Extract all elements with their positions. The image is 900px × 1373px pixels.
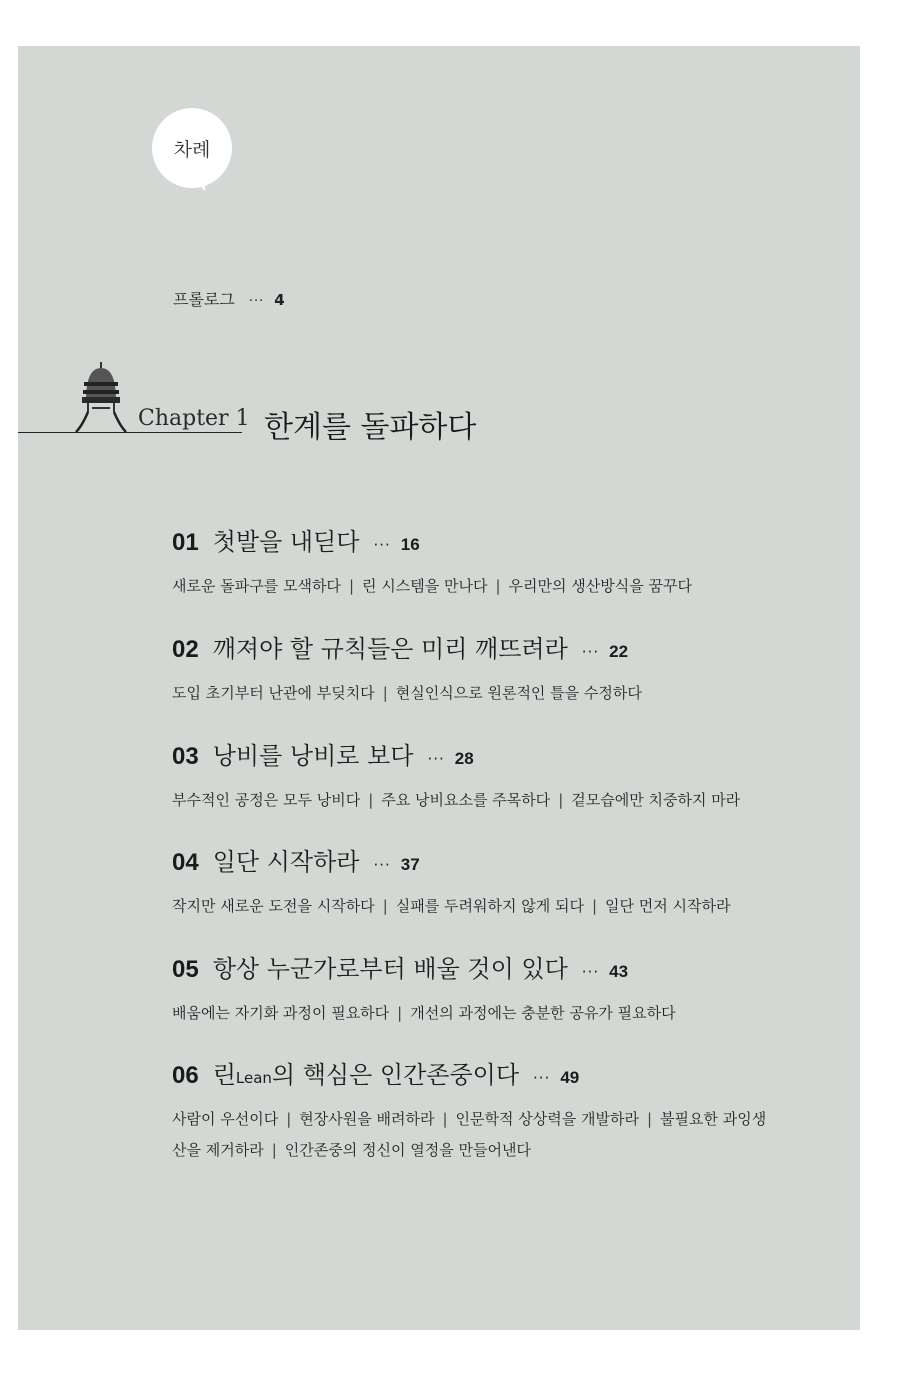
chapter-label: Chapter 1 [138,406,250,431]
entry-title: 첫발을 내딛다 [212,528,360,556]
page-number: 49 [560,1068,580,1087]
subtopic: 현장사원을 배려하라 [299,1110,435,1128]
entry-title-english: Lean [235,1069,272,1087]
leader-dots: ··· [581,963,600,981]
entry-number: 04 [172,849,199,876]
separator: | [397,1004,403,1022]
entry-title: 깨져야 할 규칙들은 미리 깨뜨려라 [212,635,568,663]
separator: | [442,1110,448,1128]
leader-dots: ··· [581,643,600,661]
separator: | [382,684,388,702]
entry-number: 06 [172,1062,199,1089]
separator: | [495,577,501,595]
page-number: 16 [400,535,420,554]
chapter-title: 한계를 돌파하다 [264,410,477,445]
entry-subtopics [172,571,772,602]
entry-number: 03 [172,743,199,770]
subtopic: 불필요한 과잉생산을 제거하라 [172,1110,767,1159]
page-number: 22 [609,642,629,661]
entry-number: 02 [172,636,199,663]
subtopic: 린 시스템을 만나다 [362,577,488,595]
subtopic: 현실인식으로 원론적인 틀을 수정하다 [395,684,642,702]
separator: | [591,897,597,915]
separator: | [348,577,354,595]
bell-icon [74,360,128,434]
toc-speech-bubble [152,108,232,188]
prologue-entry[interactable] [173,287,285,310]
subtopic: 사람이 우선이다 [172,1110,279,1128]
chapter-underline [18,432,242,433]
separator: | [558,791,564,809]
entry-title [213,1055,519,1090]
page-number: 4 [274,291,285,309]
separator: | [382,897,388,915]
separator: | [286,1110,292,1128]
entry-subtopics [172,1104,772,1166]
subtopic: 실패를 두려워하지 않게 되다 [395,897,584,915]
entry-subtopics [172,891,772,922]
leader-dots: ··· [373,536,391,554]
subtopic: 일단 먼저 시작하라 [605,897,731,915]
leader-dots: ··· [373,856,391,874]
toc-entry-06[interactable] [172,1055,772,1166]
entry-subtopics [172,998,772,1029]
subtopic: 인간존중의 정신이 열정을 만들어낸다 [284,1141,531,1159]
leader-dots: ··· [427,750,445,768]
subtopic: 겉모습에만 치중하지 마라 [571,791,741,809]
subtopic: 우리만의 생산방식을 꿈꾸다 [508,577,692,595]
subtopic: 도입 초기부터 난관에 부딪치다 [172,684,375,702]
subtopic: 인문학적 상상력을 개발하라 [455,1110,639,1128]
subtopic: 새로운 돌파구를 모색하다 [172,577,341,595]
toc-label: 차례 [173,138,211,161]
separator: | [368,791,374,809]
subtopic: 작지만 새로운 도전을 시작하다 [172,897,375,915]
entry-number: 01 [172,529,199,556]
subtopic: 부수적인 공정은 모두 낭비다 [172,791,361,809]
entry-title-part: 의 핵심은 인간존중이다 [271,1061,520,1089]
subtopic: 배움에는 자기화 과정이 필요하다 [172,1004,390,1022]
subtopic: 주요 낭비요소를 주목하다 [381,791,551,809]
toc-entry-04[interactable] [172,842,772,922]
entry-number: 05 [172,956,199,983]
page-number: 43 [609,962,629,981]
separator: | [271,1141,277,1159]
entry-subtopics [172,678,772,709]
page-number: 37 [400,855,420,874]
toc-entry-01[interactable] [172,522,772,602]
prologue-title: 프롤로그 [173,290,235,309]
page-number: 28 [454,749,474,768]
entry-subtopics [172,785,772,816]
leader-dots: ··· [248,294,265,309]
entry-title: 항상 누군가로부터 배울 것이 있다 [212,955,568,983]
toc-entry-02[interactable] [172,629,772,709]
leader-dots: ··· [533,1069,551,1087]
entry-title-part: 린 [212,1061,236,1089]
subtopic: 개선의 과정에는 충분한 공유가 필요하다 [410,1004,676,1022]
entry-title: 일단 시작하라 [212,848,360,876]
toc-entry-05[interactable] [172,949,772,1029]
toc-entry-03[interactable] [172,736,772,816]
entry-title: 낭비를 낭비로 보다 [212,742,414,770]
separator: | [646,1110,652,1128]
